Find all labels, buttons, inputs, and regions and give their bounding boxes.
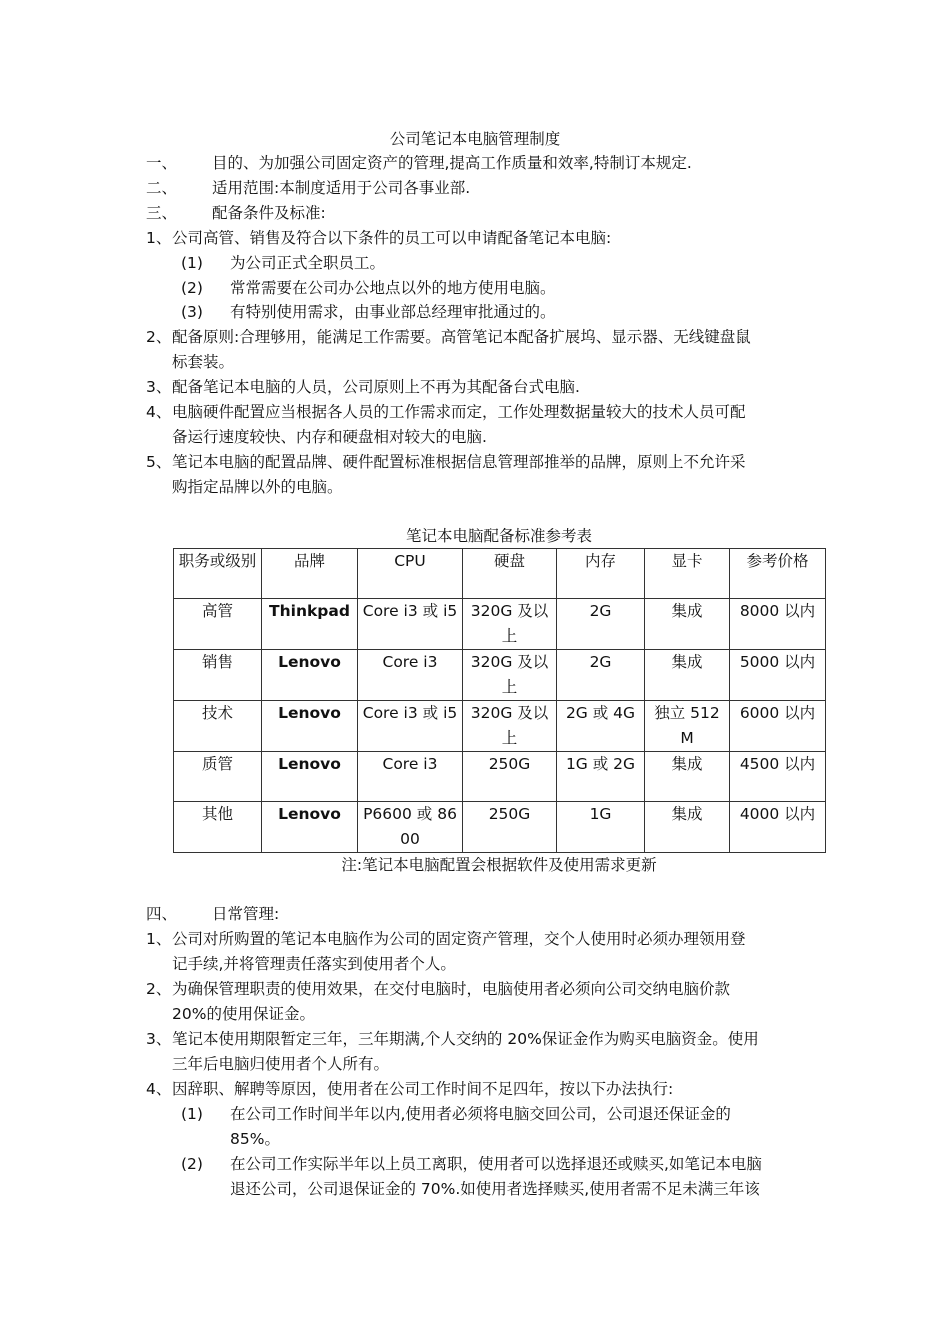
table-cell: 高管	[174, 599, 262, 650]
condition-5-line-1: 笔记本电脑的配置品牌、硬件配置标准根据信息管理部推举的品牌，原则上不允许采	[172, 453, 746, 471]
section-2-text: 适用范围:本制度适用于公司各事业部.	[212, 179, 471, 197]
management-4-sub-1-line-2: 85%。	[230, 1130, 280, 1148]
table-cell: 独立 512M	[645, 701, 730, 752]
management-4-sub-2-line-1: 在公司工作实际半年以上员工离职，使用者可以选择退还或赎买,如笔记本电脑	[230, 1155, 762, 1173]
table-cell: 6000 以内	[730, 701, 826, 752]
table-cell: 2G	[557, 650, 645, 701]
management-1-line-1: 公司对所购置的笔记本电脑作为公司的固定资产管理，交个人使用时必须办理领用登	[172, 930, 746, 948]
table-cell: 销售	[174, 650, 262, 701]
table-cell: Core i3 或 i5	[358, 599, 463, 650]
table-cell: 技术	[174, 701, 262, 752]
condition-3-text: 配备笔记本电脑的人员，公司原则上不再为其配备台式电脑.	[172, 378, 580, 396]
table-cell: 320G 及以上	[463, 650, 557, 701]
condition-4-number: 4、	[146, 403, 172, 421]
table-cell: 250G	[463, 802, 557, 853]
section-3-number: 三、	[146, 204, 178, 222]
management-4-text: 因辞职、解聘等原因，使用者在公司工作时间不足四年，按以下办法执行:	[172, 1080, 674, 1098]
section-1-text: 目的、为加强公司固定资产的管理,提高工作质量和效率,特制订本规定.	[212, 154, 692, 172]
table-cell: P6600 或 8600	[358, 802, 463, 853]
table-row	[174, 701, 826, 752]
table-cell: 2G 或 4G	[557, 701, 645, 752]
table-header-row	[174, 549, 826, 599]
management-4-number: 4、	[146, 1080, 172, 1098]
management-4-sub-2-line-2: 退还公司，公司退保证金的 70%.如使用者选择赎买,使用者需不足未满三年该	[230, 1180, 760, 1198]
condition-1-number: 1、	[146, 229, 172, 247]
table-cell: 8000 以内	[730, 599, 826, 650]
table-cell: 320G 及以上	[463, 599, 557, 650]
table-caption: 笔记本电脑配备标准参考表	[405, 527, 592, 545]
table-cell: Lenovo	[262, 802, 358, 853]
table-cell: Thinkpad	[262, 599, 358, 650]
table-cell: 2G	[557, 599, 645, 650]
condition-1-sub-2-text: 常常需要在公司办公地点以外的地方使用电脑。	[230, 279, 556, 297]
condition-5-line-2: 购指定品牌以外的电脑。	[172, 478, 343, 496]
table-cell: 集成	[645, 650, 730, 701]
condition-1-text: 公司高管、销售及符合以下条件的员工可以申请配备笔记本电脑:	[172, 229, 612, 247]
table-cell: 5000 以内	[730, 650, 826, 701]
table-cell: 1G 或 2G	[557, 752, 645, 802]
condition-2-line-1: 配备原则:合理够用，能满足工作需要。高管笔记本配备扩展坞、显示器、无线键盘鼠	[172, 328, 751, 346]
management-4-sub-1-number: (1)	[181, 1105, 203, 1123]
table-cell: 4000 以内	[730, 802, 826, 853]
table-row	[174, 802, 826, 853]
management-1-line-2: 记手续,并将管理责任落实到使用者个人。	[172, 955, 456, 973]
condition-1-sub-1-text: 为公司正式全职员工。	[230, 254, 386, 272]
management-3-number: 3、	[146, 1030, 172, 1048]
condition-2-line-2: 标套装。	[172, 353, 235, 371]
section-2-number: 二、	[146, 179, 178, 197]
table-cell: 1G	[557, 802, 645, 853]
spec-table	[173, 548, 826, 853]
table-row	[174, 752, 826, 802]
condition-3-number: 3、	[146, 378, 172, 396]
table-cell: Core i3 或 i5	[358, 701, 463, 752]
table-cell: 集成	[645, 802, 730, 853]
condition-1-sub-2-number: (2)	[181, 279, 203, 297]
management-2-number: 2、	[146, 980, 172, 998]
table-row	[174, 650, 826, 701]
management-3-line-1: 笔记本使用期限暂定三年，三年期满,个人交纳的 20%保证金作为购买电脑资金。使用	[172, 1030, 759, 1048]
condition-2-number: 2、	[146, 328, 172, 346]
condition-1-sub-1-number: (1)	[181, 254, 203, 272]
section-3-text: 配备条件及标准:	[212, 204, 326, 222]
condition-5-number: 5、	[146, 453, 172, 471]
document-title: 公司笔记本电脑管理制度	[389, 130, 561, 148]
table-cell: Lenovo	[262, 701, 358, 752]
table-cell: 4500 以内	[730, 752, 826, 802]
management-1-number: 1、	[146, 930, 172, 948]
section-4-text: 日常管理:	[212, 905, 280, 923]
section-4-number: 四、	[146, 905, 178, 923]
table-header-cell: 显卡	[645, 549, 730, 599]
table-cell: Lenovo	[262, 752, 358, 802]
management-2-line-1: 为确保管理职责的使用效果，在交付电脑时，电脑使用者必须向公司交纳电脑价款	[172, 980, 731, 998]
table-cell: 集成	[645, 599, 730, 650]
table-header-cell: 职务或级别	[174, 549, 262, 599]
table-cell: 质管	[174, 752, 262, 802]
table-note: 注:笔记本电脑配置会根据软件及使用需求更新	[341, 856, 657, 874]
table-row	[174, 599, 826, 650]
table-cell: 320G 及以上	[463, 701, 557, 752]
table-cell: Lenovo	[262, 650, 358, 701]
table-cell: 其他	[174, 802, 262, 853]
management-3-line-2: 三年后电脑归使用者个人所有。	[172, 1055, 390, 1073]
section-1-number: 一、	[146, 154, 178, 172]
table-header-cell: 参考价格	[730, 549, 826, 599]
table-header-cell: 硬盘	[463, 549, 557, 599]
table-cell: 集成	[645, 752, 730, 802]
management-2-line-2: 20%的使用保证金。	[172, 1005, 315, 1023]
table-header-cell: CPU	[358, 549, 463, 599]
management-4-sub-1-line-1: 在公司工作时间半年以内,使用者必须将电脑交回公司，公司退还保证金的	[230, 1105, 731, 1123]
table-header-cell: 内存	[557, 549, 645, 599]
table-cell: Core i3	[358, 650, 463, 701]
table-cell: Core i3	[358, 752, 463, 802]
condition-1-sub-3-number: (3)	[181, 303, 203, 321]
management-4-sub-2-number: (2)	[181, 1155, 203, 1173]
table-cell: 250G	[463, 752, 557, 802]
condition-4-line-2: 备运行速度较快、内存和硬盘相对较大的电脑.	[172, 428, 487, 446]
condition-4-line-1: 电脑硬件配置应当根据各人员的工作需求而定，工作处理数据量较大的技术人员可配	[172, 403, 746, 421]
table-header-cell: 品牌	[262, 549, 358, 599]
condition-1-sub-3-text: 有特别使用需求，由事业部总经理审批通过的。	[230, 303, 556, 321]
